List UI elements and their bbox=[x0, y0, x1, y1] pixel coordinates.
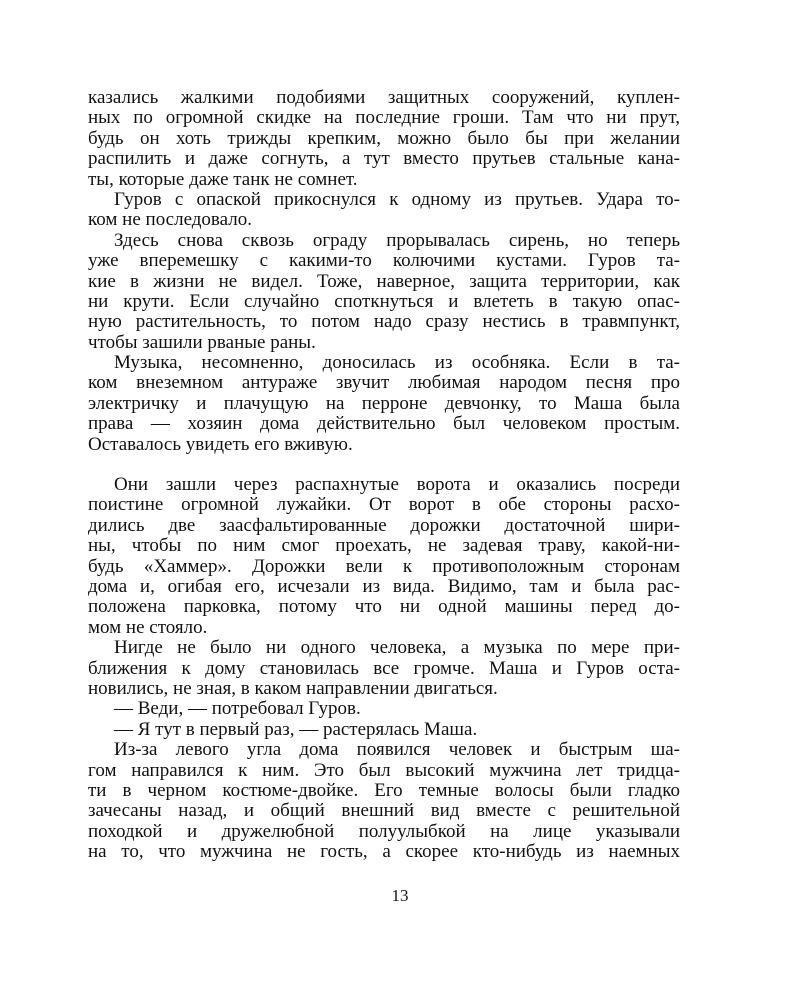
text-line: ти в черном костюме-двойке. Его темные волосы были гладко bbox=[88, 779, 680, 801]
paragraph bbox=[88, 740, 680, 862]
text-line: ных по огромной скидке на последние гроши. Там что ни прут, bbox=[88, 107, 680, 129]
text-line: мом не стояло. bbox=[88, 616, 208, 638]
text-line: новились, не зная, в каком направлении двигаться. bbox=[88, 677, 498, 699]
text-line: поистине огромной лужайки. От ворот в обе стороны расхо- bbox=[88, 494, 680, 516]
text-line: Нигде не было ни одного человека, а музыка по мере при- bbox=[114, 637, 680, 659]
text-line: распилить и даже согнуть, а тут вместо прутьев стальные кана- bbox=[88, 148, 680, 170]
text-line: Они зашли через распахнутые ворота и оказались посреди bbox=[114, 474, 680, 496]
text-line: положена парковка, потому что ни одной машины перед до- bbox=[88, 596, 680, 618]
text-line: права — хозяин дома действительно был человеком простым. bbox=[88, 413, 680, 435]
text-line: Здесь снова сквозь ограду прорывалась сирень, но теперь bbox=[114, 229, 680, 251]
paragraph bbox=[88, 699, 680, 719]
text-line: — Веди, — потребовал Гуров. bbox=[114, 698, 361, 720]
text-line: зачесаны назад, и общий внешний вид вместе с решительной bbox=[88, 800, 680, 822]
page-number: 13 bbox=[391, 886, 409, 905]
text-line: ны, чтобы по ним смог проехать, не задевая траву, какой-ни- bbox=[88, 535, 680, 557]
paragraph bbox=[88, 190, 680, 231]
text-line: чтобы зашили рваные раны. bbox=[88, 331, 316, 353]
paragraph bbox=[88, 231, 680, 353]
text-line: на то, что мужчина не гость, а скорее кто-нибудь из наемных bbox=[88, 841, 680, 863]
text-line: ную растительность, то потом надо сразу нестись в травмпункт, bbox=[88, 311, 680, 333]
text-line: Гуров с опаской прикоснулся к одному из прутьев. Удара то- bbox=[114, 188, 680, 210]
text-line: ни крути. Если случайно споткнуться и влететь в такую опас- bbox=[88, 290, 680, 312]
text-line: электричку и плачущую на перроне девчонку, то Маша была bbox=[88, 392, 680, 414]
text-line: ты, которые даже танк не сомнет. bbox=[88, 168, 358, 190]
paragraph bbox=[88, 720, 680, 740]
text-line: казались жалкими подобиями защитных сооружений, куплен- bbox=[88, 87, 680, 108]
paragraph bbox=[88, 475, 680, 638]
text-line: Из-за левого угла дома появился человек и быстрым ша- bbox=[114, 739, 680, 761]
text-line: кие в жизни не видел. Тоже, наверное, защита территории, как bbox=[88, 270, 680, 292]
text-line: ком внеземном антураже звучит любимая народом песня про bbox=[88, 372, 680, 394]
text-line: дились две заасфальтированные дорожки достаточной шири- bbox=[88, 514, 680, 536]
text-line: ближения к дому становилась все громче. Маша и Гуров оста- bbox=[88, 657, 680, 679]
text-line: Музыка, несомненно, доносилась из особняка. Если в та- bbox=[114, 352, 680, 374]
text-line: походкой и дружелюбной полуулыбкой на лице указывали bbox=[88, 820, 680, 842]
text-line: — Я тут в первый раз, — растерялась Маша. bbox=[114, 718, 478, 740]
text-line: уже вперемешку с какими-то колючими кустами. Гуров та- bbox=[88, 250, 680, 272]
paragraph bbox=[88, 88, 680, 190]
paragraph bbox=[88, 638, 680, 699]
text-line: Оставалось увидеть его вживую. bbox=[88, 433, 353, 455]
text-block bbox=[88, 88, 680, 862]
text-line: будь он хоть трижды крепким, можно было бы при желании bbox=[88, 127, 680, 149]
text-line: гом направился к ним. Это был высокий мужчина лет тридца- bbox=[88, 759, 680, 781]
text-line: будь «Хаммер». Дорожки вели к противоположным сторонам bbox=[88, 555, 680, 577]
paragraph bbox=[88, 353, 680, 455]
text-line: дома и, огибая его, исчезали из вида. Видимо, там и была рас- bbox=[88, 575, 680, 597]
section-break bbox=[88, 455, 680, 475]
text-line: ком не последовало. bbox=[88, 209, 252, 231]
